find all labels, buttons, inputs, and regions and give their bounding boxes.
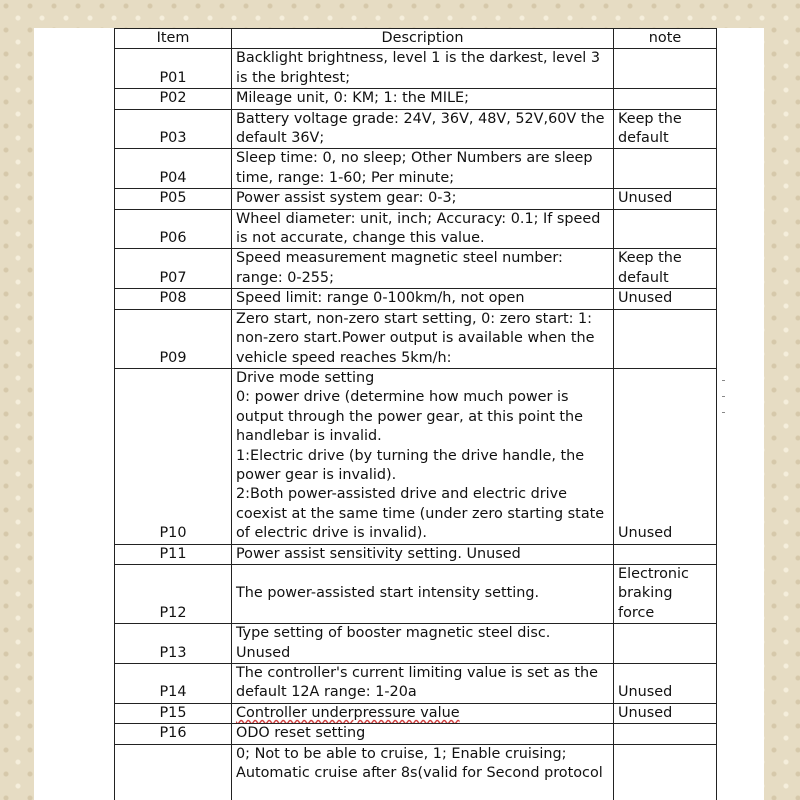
note-cell: Keep the default xyxy=(614,109,717,149)
table-row xyxy=(115,49,717,89)
item-cell: P15 xyxy=(115,703,232,723)
table-row xyxy=(115,89,717,109)
table-row xyxy=(115,624,717,664)
description-cell: Battery voltage grade: 24V, 36V, 48V, 52V,60V the default 36V; xyxy=(232,109,614,149)
description-cell: Zero start, non-zero start setting, 0: zero start: 1: non-zero start.Power output is available when the vehicle speed reaches 5km/h: xyxy=(232,309,614,368)
item-cell: P08 xyxy=(115,289,232,309)
note-cell: Unused xyxy=(614,368,717,544)
table-row xyxy=(115,703,717,723)
note-cell xyxy=(614,544,717,564)
table-row xyxy=(115,664,717,704)
description-cell: Speed limit: range 0-100km/h, not open xyxy=(232,289,614,309)
description-cell: Sleep time: 0, no sleep; Other Numbers are sleep time, range: 1-60; Per minute; xyxy=(232,149,614,189)
table-row xyxy=(115,544,717,564)
table-row xyxy=(115,309,717,368)
item-cell: P06 xyxy=(115,209,232,249)
note-cell: Electronic braking force xyxy=(614,564,717,623)
column-header-description: Description xyxy=(232,29,614,49)
table-row xyxy=(115,368,717,544)
note-cell xyxy=(614,624,717,664)
edge-mark xyxy=(722,396,725,397)
table-header-row xyxy=(115,29,717,49)
item-cell: P01 xyxy=(115,49,232,89)
item-cell: P10 xyxy=(115,368,232,544)
item-cell: P04 xyxy=(115,149,232,189)
description-cell: Controller underpressure value xyxy=(232,703,614,723)
item-cell: P02 xyxy=(115,89,232,109)
edge-mark xyxy=(722,412,725,413)
note-cell xyxy=(614,89,717,109)
note-cell: Unused xyxy=(614,664,717,704)
description-cell: The controller's current limiting value is set as the default 12A range: 1-20a xyxy=(232,664,614,704)
item-cell: P13 xyxy=(115,624,232,664)
item-cell: P16 xyxy=(115,724,232,744)
table-row xyxy=(115,564,717,623)
note-cell xyxy=(614,49,717,89)
note-cell xyxy=(614,724,717,744)
description-cell: Mileage unit, 0: KM; 1: the MILE; xyxy=(232,89,614,109)
note-cell: Unused xyxy=(614,703,717,723)
note-cell xyxy=(614,744,717,800)
description-cell: Type setting of booster magnetic steel disc. Unused xyxy=(232,624,614,664)
item-cell: P03 xyxy=(115,109,232,149)
document-page xyxy=(34,28,764,800)
description-cell: Speed measurement magnetic steel number: range: 0-255; xyxy=(232,249,614,289)
description-cell: Power assist system gear: 0-3; xyxy=(232,189,614,209)
item-cell: P12 xyxy=(115,564,232,623)
item-cell xyxy=(115,744,232,800)
column-header-item: Item xyxy=(115,29,232,49)
table-row xyxy=(115,109,717,149)
table-row xyxy=(115,149,717,189)
description-cell: Drive mode setting 0: power drive (determine how much power is output through the power gear, at this point the handlebar is invalid. 1:Electric drive (by turning the drive handle, the power gear is invalid). 2:Both power-assisted drive and electric drive coexist at the same time (under zero starting state of electric drive is invalid). xyxy=(232,368,614,544)
note-cell xyxy=(614,149,717,189)
description-cell: The power-assisted start intensity setting. xyxy=(232,564,614,623)
note-cell: Unused xyxy=(614,289,717,309)
item-cell: P11 xyxy=(115,544,232,564)
table-row xyxy=(115,744,717,800)
description-cell: Wheel diameter: unit, inch; Accuracy: 0.1; If speed is not accurate, change this value. xyxy=(232,209,614,249)
item-cell: P05 xyxy=(115,189,232,209)
description-cell: Power assist sensitivity setting. Unused xyxy=(232,544,614,564)
edge-mark xyxy=(722,380,725,381)
note-cell xyxy=(614,309,717,368)
item-cell: P14 xyxy=(115,664,232,704)
table-row xyxy=(115,189,717,209)
item-cell: P07 xyxy=(115,249,232,289)
table-row xyxy=(115,289,717,309)
parameter-table xyxy=(114,28,717,800)
description-cell: ODO reset setting xyxy=(232,724,614,744)
note-cell: Keep the default xyxy=(614,249,717,289)
description-cell: 0; Not to be able to cruise, 1; Enable cruising; Automatic cruise after 8s(valid for Second protocol xyxy=(232,744,614,800)
table-row xyxy=(115,249,717,289)
item-cell: P09 xyxy=(115,309,232,368)
note-cell: Unused xyxy=(614,189,717,209)
description-cell: Backlight brightness, level 1 is the darkest, level 3 is the brightest; xyxy=(232,49,614,89)
table-row xyxy=(115,209,717,249)
table-row xyxy=(115,724,717,744)
column-header-note: note xyxy=(614,29,717,49)
note-cell xyxy=(614,209,717,249)
